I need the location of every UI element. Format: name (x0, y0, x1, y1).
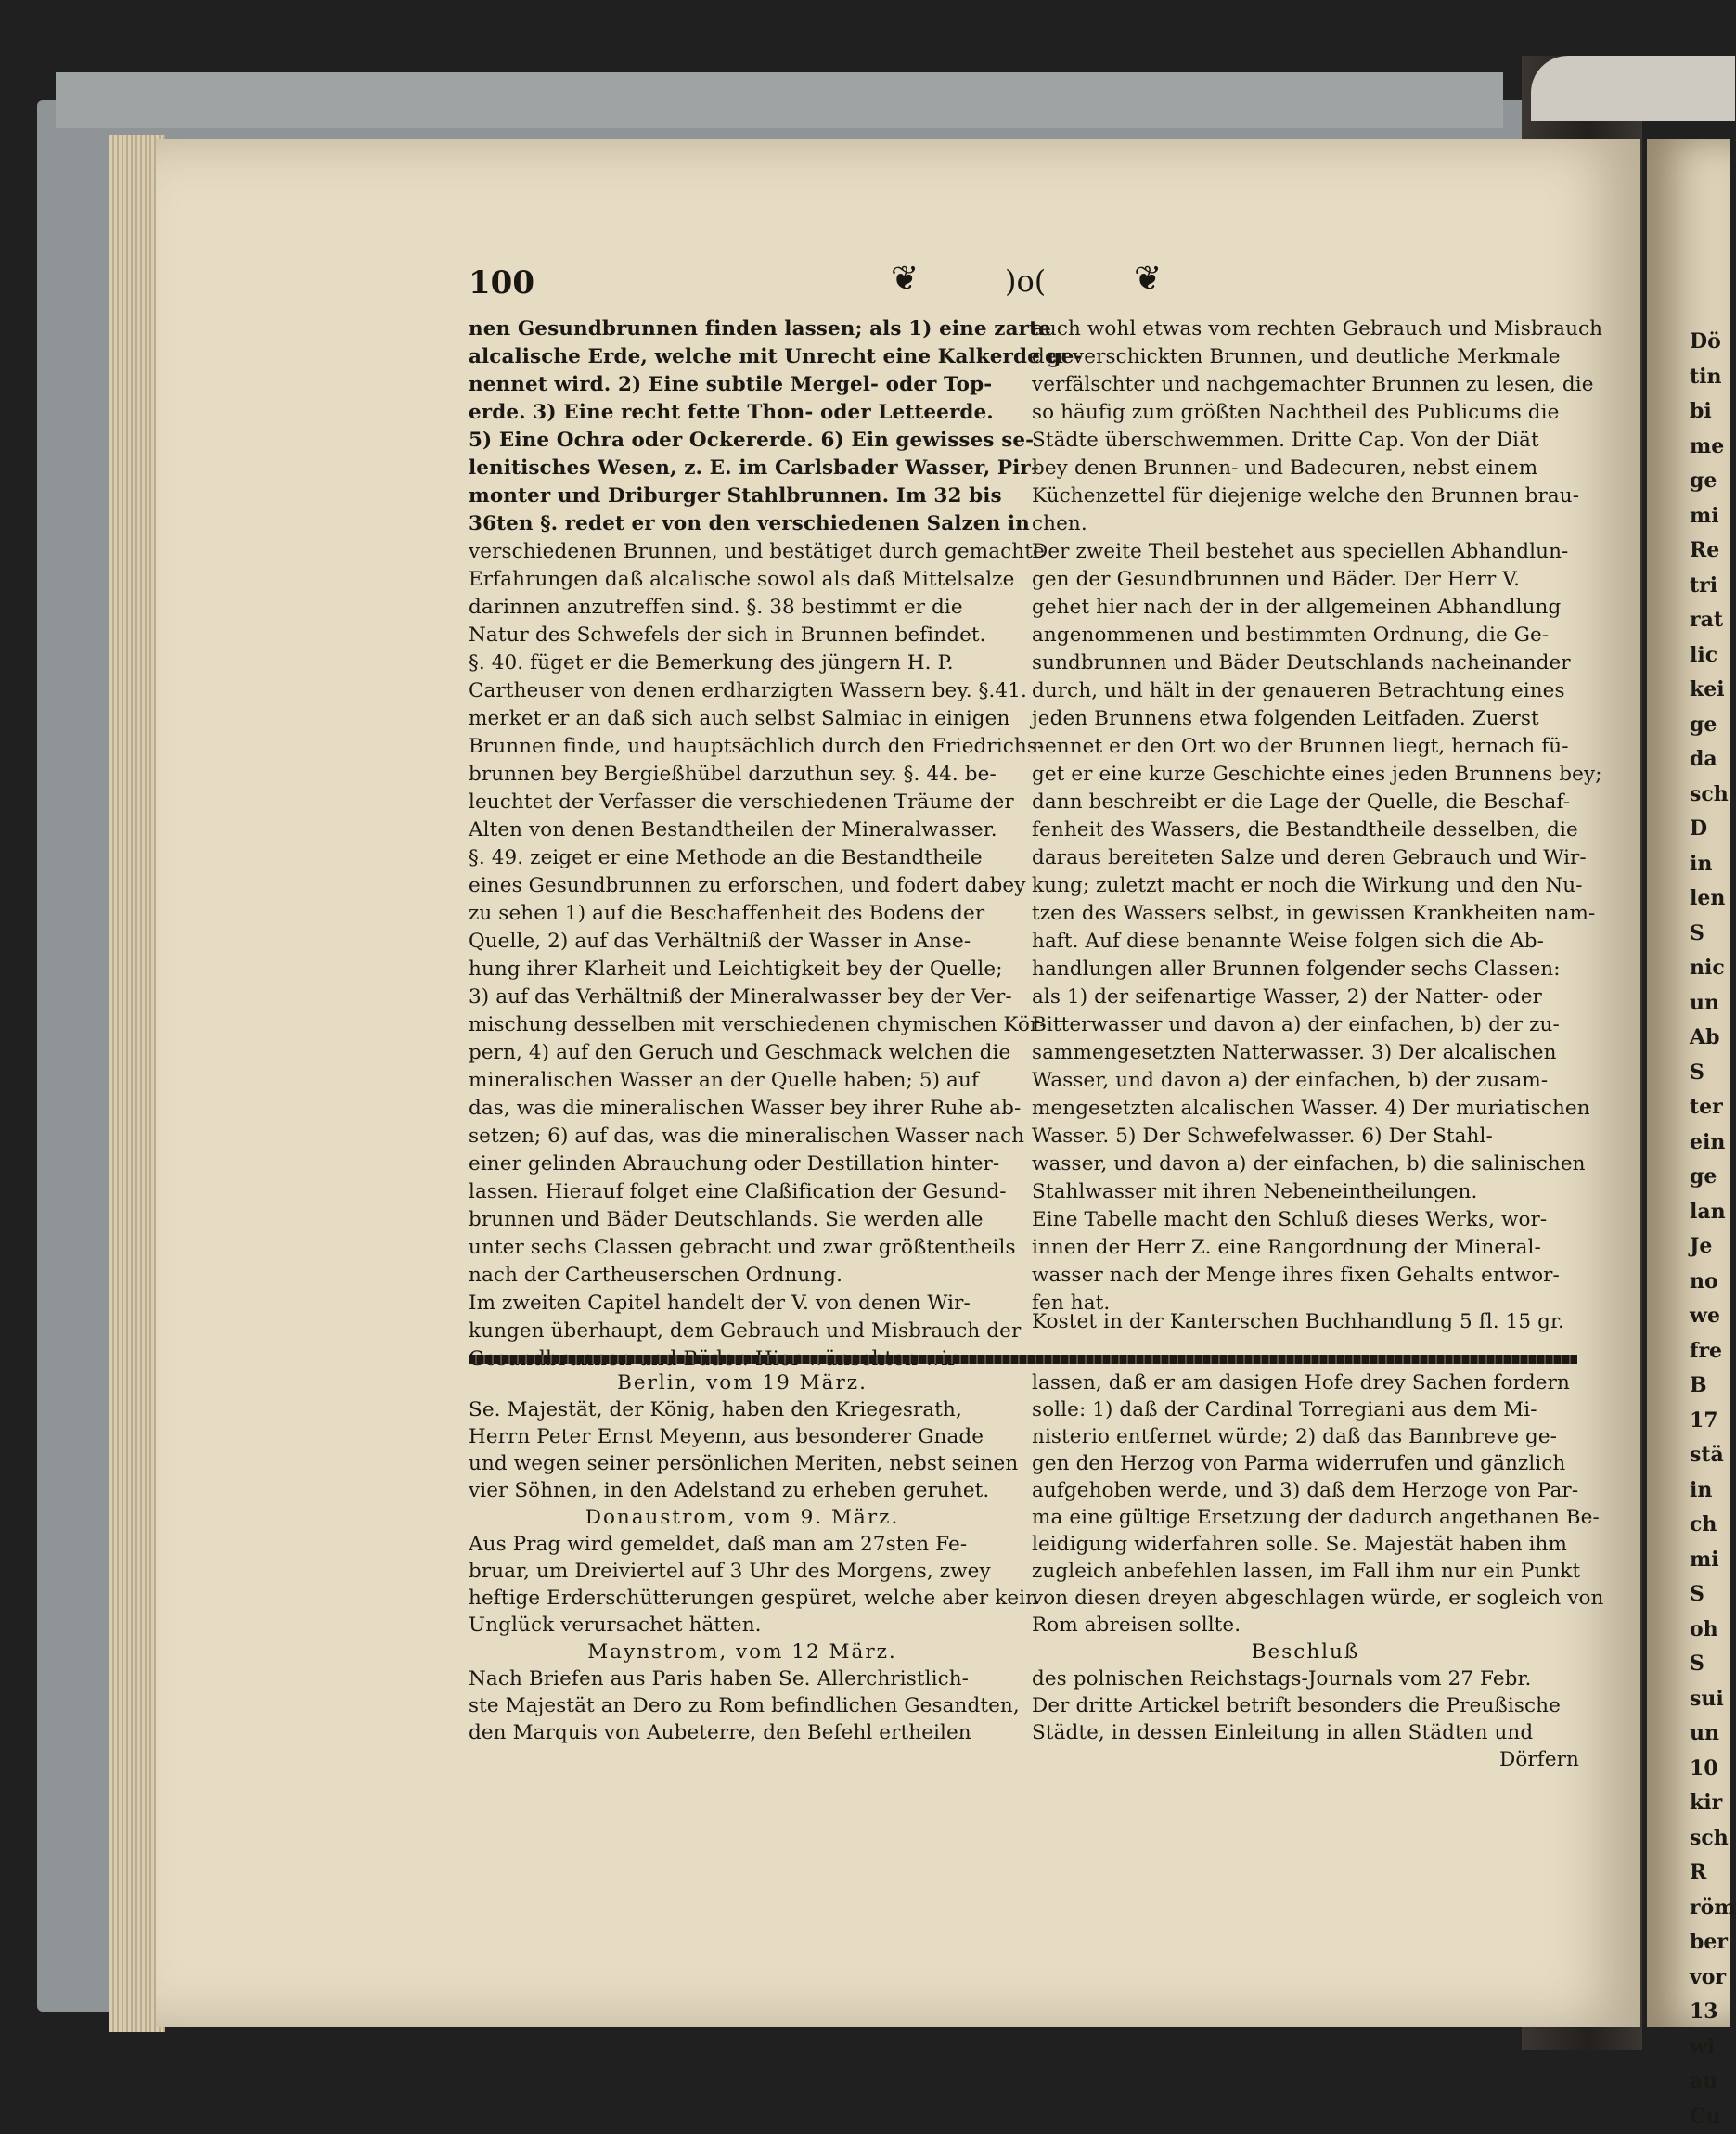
text-line: haft. Auf diese benannte Weise folgen sich die Ab- (1032, 928, 1602, 956)
facing-page-fragment: S (1647, 1056, 1730, 1091)
text-line: Wasser. 5) Der Schwefelwasser. 6) Der Stahl- (1032, 1123, 1602, 1151)
facing-page-fragment: ein (1647, 1125, 1730, 1161)
text-line: fen hat. (1032, 1290, 1602, 1318)
text-line: vier Söhnen, in den Adelstand zu erheben geruhet. (469, 1477, 1016, 1504)
catchword: Dörfern (1032, 1746, 1579, 1773)
facing-page-fragment: sch (1647, 778, 1730, 813)
ornament-right-icon: ❦ (1134, 260, 1162, 298)
facing-page-fragment: ge (1647, 464, 1730, 499)
text-line: heftige Erderschütterungen gespüret, welche aber kein (469, 1585, 1016, 1612)
text-line: leidigung widerfahren solle. Se. Majestät haben ihm (1032, 1531, 1579, 1558)
text-line: sammengesetzten Natterwasser. 3) Der alcalischen (1032, 1039, 1602, 1067)
text-line: brunnen bey Bergießhübel darzuthun sey. §. 44. be- (469, 761, 1082, 789)
facing-page-fragment: R (1647, 1856, 1730, 1891)
text-line: §. 49. zeiget er eine Methode an die Bestandtheile (469, 844, 1082, 872)
facing-page-fragment: Re (1647, 534, 1730, 569)
facing-page-fragment: wi (1647, 2030, 1730, 2065)
text-line: handlungen aller Brunnen folgender sechs Classen: (1032, 956, 1602, 983)
ornament-center: )o( (1005, 264, 1046, 299)
facing-page-fragment: len (1647, 881, 1730, 917)
text-line: Nach Briefen aus Paris haben Se. Allerchristlich- (469, 1665, 1016, 1692)
text-line: bruar, um Dreiviertel auf 3 Uhr des Morgens, zwey (469, 1558, 1016, 1585)
text-line: Se. Majestät, der König, haben den Kriegesrath, (469, 1396, 1016, 1423)
facing-page-fragment: stä (1647, 1438, 1730, 1473)
text-line: mineralischen Wasser an der Quelle haben; 5) auf (469, 1067, 1082, 1095)
text-line: get er eine kurze Geschichte eines jeden Brunnens bey; (1032, 761, 1602, 789)
text-line: wasser, und davon a) der einfachen, b) die salinischen (1032, 1151, 1602, 1178)
facing-page-fragment: in (1647, 847, 1730, 882)
text-line: wasser nach der Menge ihres fixen Gehalts entwor- (1032, 1262, 1602, 1290)
facing-page-fragment: kir (1647, 1786, 1730, 1821)
text-line: fenheit des Wassers, die Bestandtheile desselben, die (1032, 816, 1602, 844)
text-line: als 1) der seifenartige Wasser, 2) der Natter- oder (1032, 983, 1602, 1011)
text-line: Aus Prag wird gemeldet, daß man am 27sten Fe- (469, 1531, 1016, 1558)
text-line: sundbrunnen und Bäder Deutschlands nacheinander (1032, 649, 1602, 677)
text-line: auch wohl etwas vom rechten Gebrauch und Misbrauch (1032, 315, 1602, 343)
facing-page-fragment: lan (1647, 1195, 1730, 1230)
text-line: brunnen und Bäder Deutschlands. Sie werden alle (469, 1206, 1082, 1234)
text-line: leuchtet der Verfasser die verschiedenen Träume der (469, 789, 1082, 816)
text-line: von diesen dreyen abgeschlagen würde, er sogleich von (1032, 1585, 1579, 1612)
facing-page-fragment: rat (1647, 603, 1730, 638)
text-line: bey denen Brunnen- und Badecuren, nebst einem (1032, 455, 1602, 482)
text-line: Wasser, und davon a) der einfachen, b) der zusam- (1032, 1067, 1602, 1095)
ornament-left-icon: ❦ (891, 260, 919, 298)
facing-page-fragment: S (1647, 917, 1730, 952)
news-column-right (1032, 1369, 1579, 1773)
facing-page-fragment: sch (1647, 1821, 1730, 1857)
text-line: Der zweite Theil bestehet aus speciellen Abhandlun- (1032, 538, 1602, 566)
facing-page-fragment: tri (1647, 569, 1730, 604)
facing-page-fragment: nic (1647, 951, 1730, 986)
section-divider (469, 1355, 1577, 1364)
text-line: verschiedenen Brunnen, und bestätiget durch gemachte (469, 538, 1082, 566)
facing-page-fragment: vor (1647, 1960, 1730, 1996)
text-line: angenommenen und bestimmten Ordnung, die Ge- (1032, 622, 1602, 649)
text-line: alcalische Erde, welche mit Unrecht eine Kalkerde ge- (469, 343, 1082, 371)
facing-page-fragment: Ab (1647, 1021, 1730, 1056)
facing-page-fragment: sui (1647, 1682, 1730, 1717)
facing-page-fragment: ter (1647, 1090, 1730, 1125)
review-column-right (1032, 315, 1602, 1318)
text-line: ma eine gültige Ersetzung der dadurch angethanen Be- (1032, 1504, 1579, 1531)
review-column-left (469, 315, 1082, 1373)
text-line: mengesetzten alcalischen Wasser. 4) Der muriatischen (1032, 1095, 1602, 1123)
facing-page-fragment: in (1647, 1473, 1730, 1509)
facing-page-fragment: tin (1647, 360, 1730, 395)
news-heading: Maynstrom, vom 12 März. (469, 1639, 1016, 1665)
text-line: den Marquis von Aubeterre, den Befehl ertheilen (469, 1719, 1016, 1746)
text-line: Stahlwasser mit ihren Nebeneintheilungen. (1032, 1178, 1602, 1206)
text-line: Städte, in dessen Einleitung in allen Städten und (1032, 1719, 1579, 1746)
facing-page-edge (1647, 139, 1730, 2027)
text-line: Natur des Schwefels der sich in Brunnen befindet. (469, 622, 1082, 649)
text-line: lassen, daß er am dasigen Hofe drey Sachen fordern (1032, 1369, 1579, 1396)
facing-page-fragment: 10 (1647, 1752, 1730, 1787)
text-line: das, was die mineralischen Wasser bey ihrer Ruhe ab- (469, 1095, 1082, 1123)
text-line: der verschickten Brunnen, und deutliche Merkmale (1032, 343, 1602, 371)
facing-page-fragment: no (1647, 1265, 1730, 1300)
price-text: Kostet in der Kanterschen Buchhandlung 5 fl. 15 gr. (1032, 1308, 1564, 1336)
text-line: einer gelinden Abrauchung oder Destillation hinter- (469, 1151, 1082, 1178)
text-line: jeden Brunnens etwa folgenden Leitfaden. Zuerst (1032, 705, 1602, 733)
text-line: nach der Cartheuserschen Ordnung. (469, 1262, 1082, 1290)
text-line: darinnen anzutreffen sind. §. 38 bestimmt er die (469, 594, 1082, 622)
text-line: kung; zuletzt macht er noch die Wirkung und den Nu- (1032, 872, 1602, 900)
facing-page-fragment: S (1647, 1577, 1730, 1613)
book-top-edge (56, 72, 1503, 128)
facing-page-fragment: we (1647, 1299, 1730, 1334)
text-line: zu sehen 1) auf die Beschaffenheit des Bodens der (469, 900, 1082, 928)
news-heading: Beschluß (1032, 1639, 1579, 1665)
facing-page-fragment: kei (1647, 673, 1730, 708)
text-line: monter und Driburger Stahlbrunnen. Im 32 bis (469, 482, 1082, 510)
facing-page-fragment: ge (1647, 708, 1730, 743)
news-heading: Berlin, vom 19 März. (469, 1369, 1016, 1396)
news-heading: Donaustrom, vom 9. März. (469, 1504, 1016, 1531)
text-line: 36ten §. redet er von den verschiedenen Salzen in (469, 510, 1082, 538)
text-line: Brunnen finde, und hauptsächlich durch den Friedrichs- (469, 733, 1082, 761)
text-line: dann beschreibt er die Lage der Quelle, die Beschaf- (1032, 789, 1602, 816)
facing-page-fragment: D (1647, 812, 1730, 847)
text-line: Rom abreisen sollte. (1032, 1612, 1579, 1639)
text-line: tzen des Wassers selbst, in gewissen Krankheiten nam- (1032, 900, 1602, 928)
text-line: verfälschter und nachgemachter Brunnen zu lesen, die (1032, 371, 1602, 399)
text-line: Bitterwasser und davon a) der einfachen, b) der zu- (1032, 1011, 1602, 1039)
text-line: 5) Eine Ochra oder Ockererde. 6) Ein gewisses se- (469, 427, 1082, 455)
facing-page-fragment: mi (1647, 499, 1730, 534)
text-line: des polnischen Reichstags-Journals vom 27 Febr. (1032, 1665, 1579, 1692)
text-line: erde. 3) Eine recht fette Thon- oder Letteerde. (469, 399, 1082, 427)
text-line: Städte überschwemmen. Dritte Cap. Von der Diät (1032, 427, 1602, 455)
text-line: merket er an daß sich auch selbst Salmiac in einigen (469, 705, 1082, 733)
text-line: nen Gesundbrunnen finden lassen; als 1) eine zarte (469, 315, 1082, 343)
text-line: Alten von denen Bestandtheilen der Mineralwasser. (469, 816, 1082, 844)
facing-page-fragment: ch (1647, 1508, 1730, 1543)
text-line: aufgehoben werde, und 3) daß dem Herzoge von Par- (1032, 1477, 1579, 1504)
facing-page-fragment: ber (1647, 1925, 1730, 1960)
text-line: hung ihrer Klarheit und Leichtigkeit bey der Quelle; (469, 956, 1082, 983)
text-line: daraus bereiteten Salze und deren Gebrauch und Wir- (1032, 844, 1602, 872)
facing-page-fragment: röm (1647, 1891, 1730, 1926)
facing-page-fragment: bi (1647, 394, 1730, 430)
text-line: nennet er den Ort wo der Brunnen liegt, hernach fü- (1032, 733, 1602, 761)
text-line: solle: 1) daß der Cardinal Torregiani aus dem Mi- (1032, 1396, 1579, 1423)
text-line: nennet wird. 2) Eine subtile Mergel- oder Top- (469, 371, 1082, 399)
text-line: 3) auf das Verhältniß der Mineralwasser bey der Ver- (469, 983, 1082, 1011)
facing-page-fragment: un (1647, 1716, 1730, 1752)
text-line: eines Gesundbrunnen zu erforschen, und fodert dabey (469, 872, 1082, 900)
facing-page-fragment: 17 (1647, 1404, 1730, 1439)
text-line: so häufig zum größten Nachtheil des Publicums die (1032, 399, 1602, 427)
bookmark-ribbon (1531, 56, 1735, 121)
text-line: mischung desselben mit verschiedenen chymischen Kör- (469, 1011, 1082, 1039)
facing-page-fragment: me (1647, 430, 1730, 465)
text-line: §. 40. füget er die Bemerkung des jüngern H. P. (469, 649, 1082, 677)
text-line: lassen. Hierauf folget eine Claßification der Gesund- (469, 1178, 1082, 1206)
facing-page-fragment: lic (1647, 638, 1730, 674)
page-number: 100 (469, 264, 534, 302)
text-line: durch, und hält in der genaueren Betrachtung eines (1032, 677, 1602, 705)
text-line: lenitisches Wesen, z. E. im Carlsbader Wasser, Pir- (469, 455, 1082, 482)
text-line: kungen überhaupt, dem Gebrauch und Misbrauch der (469, 1318, 1082, 1345)
text-line: Der dritte Artickel betrift besonders die Preußische (1032, 1692, 1579, 1719)
text-line: innen der Herr Z. eine Rangordnung der Mineral- (1032, 1234, 1602, 1262)
facing-page-fragment: Dö (1647, 325, 1730, 360)
text-line: Unglück verursachet hätten. (469, 1612, 1016, 1639)
facing-page-fragment: mi (1647, 1543, 1730, 1578)
text-line: chen. (1032, 510, 1602, 538)
text-line: Erfahrungen daß alcalische sowol als daß Mittelsalze (469, 566, 1082, 594)
text-line: Küchenzettel für diejenige welche den Brunnen brau- (1032, 482, 1602, 510)
facing-page-fragment: oh (1647, 1613, 1730, 1648)
text-line: Herrn Peter Ernst Meyenn, aus besonderer Gnade (469, 1423, 1016, 1450)
facing-page-fragment: un (1647, 986, 1730, 1022)
facing-page-fragment: S (1647, 1647, 1730, 1682)
text-line: unter sechs Classen gebracht und zwar größtentheils (469, 1234, 1082, 1262)
price-line (1032, 1308, 1564, 1336)
facing-page-fragment: Je (1647, 1229, 1730, 1265)
text-line: zugleich anbefehlen lassen, im Fall ihm nur ein Punkt (1032, 1558, 1579, 1585)
news-column-left (469, 1369, 1016, 1746)
facing-page-fragment: da (1647, 742, 1730, 778)
text-line: Cartheuser von denen erdharzigten Wassern bey. §.41. (469, 677, 1082, 705)
facing-page-fragment: B (1647, 1369, 1730, 1404)
facing-page-fragment: Cu (1647, 2100, 1730, 2134)
text-line: und wegen seiner persönlichen Meriten, nebst seinen (469, 1450, 1016, 1477)
text-line: gehet hier nach der in der allgemeinen Abhandlung (1032, 594, 1602, 622)
text-line: nisterio entfernet würde; 2) daß das Bannbreve ge- (1032, 1423, 1579, 1450)
text-line: ste Majestät an Dero zu Rom befindlichen Gesandten, (469, 1692, 1016, 1719)
facing-page-fragment: ge (1647, 1160, 1730, 1195)
text-line: gen den Herzog von Parma widerrufen und gänzlich (1032, 1450, 1579, 1477)
text-line: pern, 4) auf den Geruch und Geschmack welchen die (469, 1039, 1082, 1067)
text-line: Im zweiten Capitel handelt der V. von denen Wir- (469, 1290, 1082, 1318)
facing-page-fragment: fre (1647, 1334, 1730, 1369)
text-line: gen der Gesundbrunnen und Bäder. Der Herr V. (1032, 566, 1602, 594)
facing-page-fragment: 13 (1647, 1995, 1730, 2030)
text-line: setzen; 6) auf das, was die mineralischen Wasser nach (469, 1123, 1082, 1151)
text-line: Quelle, 2) auf das Verhältniß der Wasser in Anse- (469, 928, 1082, 956)
text-line: Eine Tabelle macht den Schluß dieses Werks, wor- (1032, 1206, 1602, 1234)
facing-page-fragment: au (1647, 2064, 1730, 2100)
